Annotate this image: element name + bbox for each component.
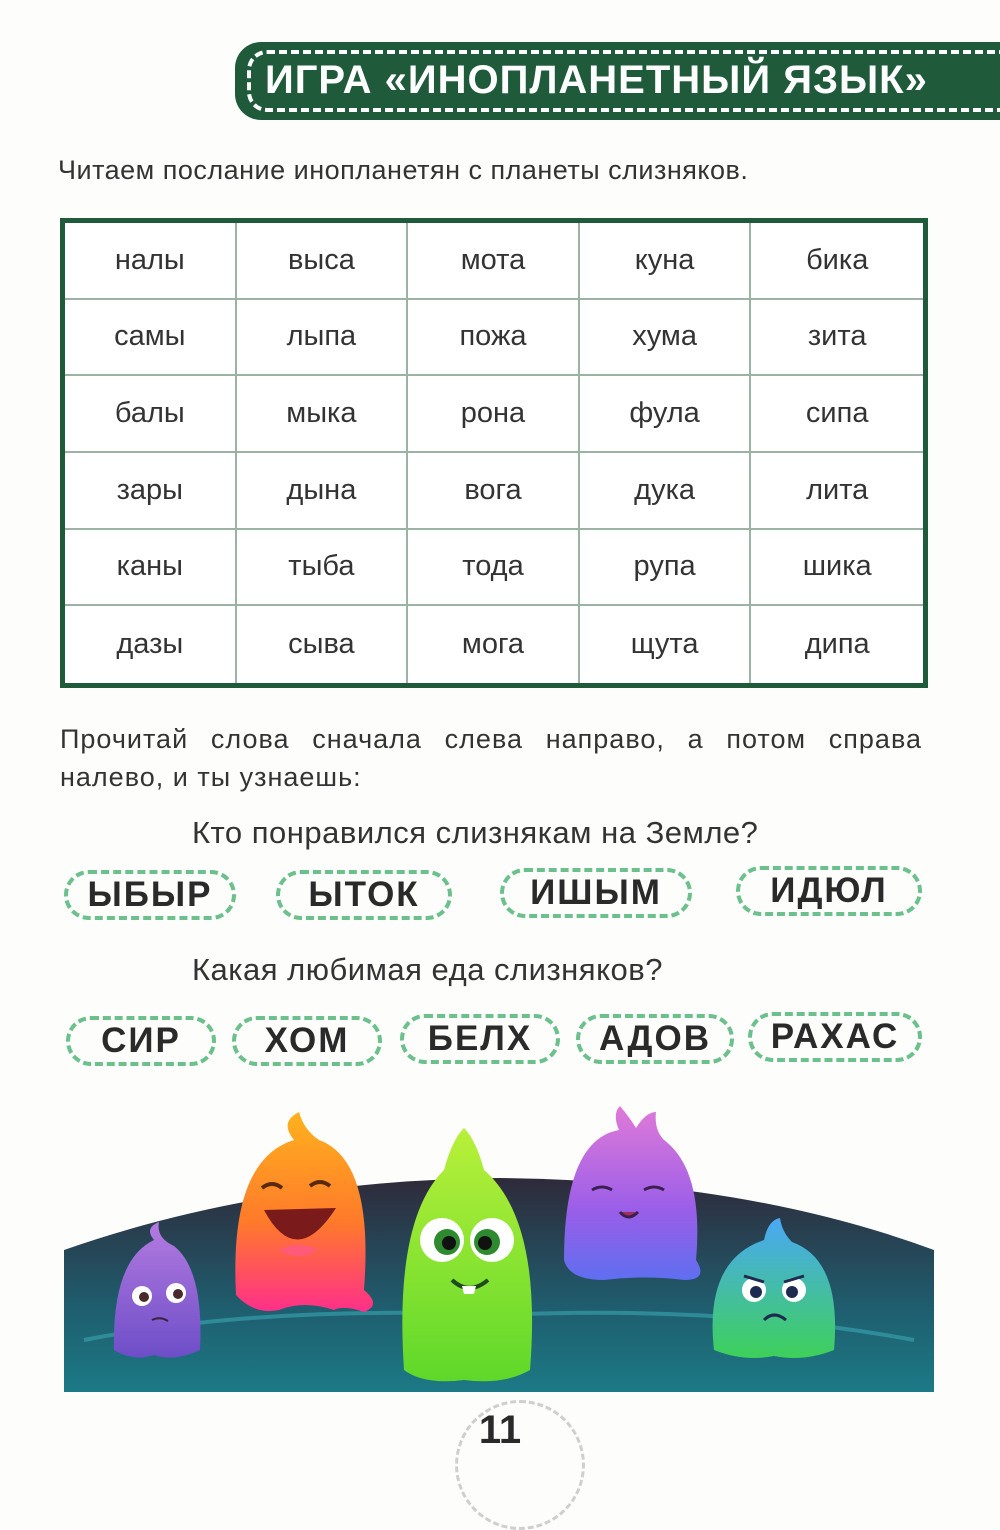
- page-number: 11: [478, 1408, 522, 1452]
- grid-cell: рона: [408, 376, 580, 453]
- grid-cell: пожа: [408, 300, 580, 377]
- grid-cell: сыва: [237, 606, 409, 683]
- grid-cell: тода: [408, 530, 580, 607]
- answer-chip: АДОВ: [576, 1014, 734, 1064]
- answer-chip: БЕЛХ: [400, 1014, 560, 1064]
- answer-chip: ЫБЫР: [64, 870, 236, 920]
- grid-cell: бика: [751, 223, 923, 300]
- grid-cell: куна: [580, 223, 752, 300]
- intro-text: Читаем послание инопланетян с планеты слизняков.: [58, 155, 749, 185]
- orange-slime: [235, 1112, 373, 1312]
- grid-cell: дына: [237, 453, 409, 530]
- answer-chip: ИШЫМ: [500, 868, 692, 918]
- green-slime: [402, 1128, 532, 1381]
- pink-purple-slime: [564, 1106, 700, 1280]
- grid-cell: сипа: [751, 376, 923, 453]
- answer-chip: РАХАС: [748, 1012, 922, 1062]
- answer-chip: СИР: [66, 1016, 216, 1066]
- question-food: Какая любимая еда слизняков?: [192, 952, 663, 987]
- grid-cell: хума: [580, 300, 752, 377]
- grid-cell: шика: [751, 530, 923, 607]
- grid-cell: тыба: [237, 530, 409, 607]
- answer-chip: ХОМ: [232, 1016, 382, 1066]
- grid-cell: вога: [408, 453, 580, 530]
- grid-cell: лита: [751, 453, 923, 530]
- question-who: Кто понравился слизнякам на Земле?: [192, 815, 759, 850]
- grid-cell: лыпа: [237, 300, 409, 377]
- grid-cell: балы: [65, 376, 237, 453]
- grid-cell: рупа: [580, 530, 752, 607]
- grid-cell: дипа: [804, 628, 870, 661]
- page-title: ИГРА «ИНОПЛАНЕТНЫЙ ЯЗЫК»: [265, 58, 928, 102]
- instruction-text: Прочитай слова сначала слева направо, а потом справа налево, и ты узнаешь:: [60, 724, 922, 792]
- answer-chip: ЫТОК: [276, 870, 452, 920]
- grid-cell: мыка: [237, 376, 409, 453]
- grid-cell: дазы: [65, 606, 237, 683]
- word-grid: [60, 218, 928, 688]
- answer-chip: ИДЮЛ: [736, 866, 922, 916]
- grid-cell: выса: [237, 223, 409, 300]
- grid-cell: самы: [65, 300, 237, 377]
- grid-cell: налы: [65, 223, 237, 300]
- grid-cell: каны: [65, 530, 237, 607]
- grid-cell: зары: [65, 453, 237, 530]
- slime-creatures-illustration: [64, 1100, 934, 1392]
- grid-cell: дука: [580, 453, 752, 530]
- grid-cell: зита: [751, 300, 923, 377]
- grid-cell: фула: [580, 376, 752, 453]
- title-banner: [235, 42, 1000, 120]
- grid-cell: щута: [580, 606, 752, 683]
- grid-cell: мога: [408, 606, 580, 683]
- grid-cell: мота: [408, 223, 580, 300]
